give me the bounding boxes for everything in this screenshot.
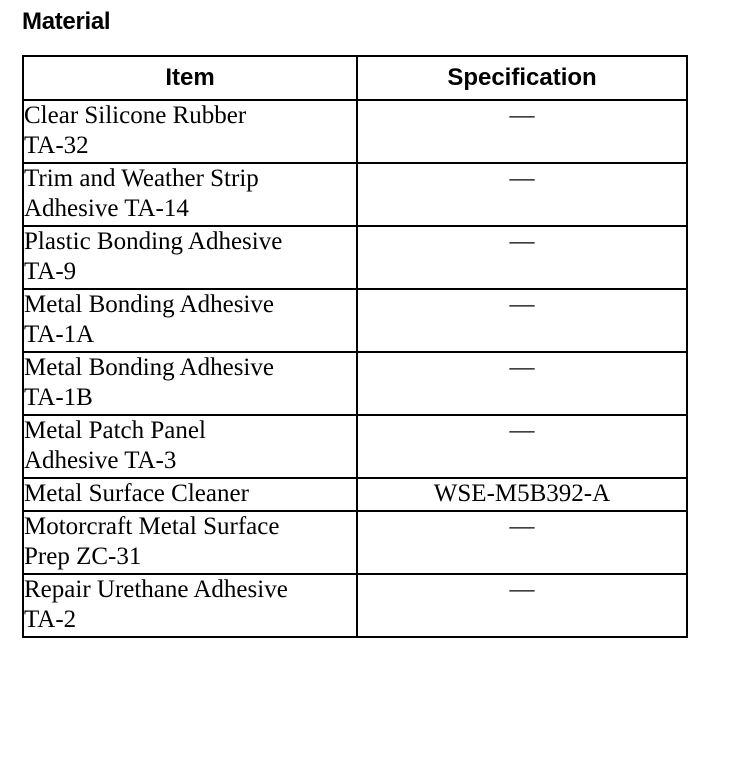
specification-cell: — [357,163,687,226]
item-cell [23,163,357,226]
item-line: Adhesive TA-3 [24,447,177,474]
specification-cell: — [357,415,687,478]
item-cell [23,478,357,511]
item-line: Repair Urethane Adhesive [24,576,288,603]
item-line: Trim and Weather Strip [24,165,259,192]
item-line: TA-1A [24,321,95,348]
specification-cell: — [357,289,687,352]
item-line: Prep ZC-31 [24,543,142,570]
specification-cell: — [357,574,687,637]
item-line: Metal Surface Cleaner [24,480,249,507]
header-item: Item [23,56,357,100]
specification-cell: — [357,100,687,163]
item-line: Metal Patch Panel [24,417,206,444]
item-cell [23,574,357,637]
table-row [23,415,687,478]
item-cell [23,226,357,289]
item-line: TA-9 [24,258,77,285]
page-title: Material [22,8,111,35]
item-line: TA-1B [24,384,93,411]
item-line: Adhesive TA-14 [24,195,189,222]
table-row [23,574,687,637]
specification-cell: WSE-M5B392-A [357,478,687,511]
item-line: Clear Silicone Rubber [24,102,247,129]
item-line: TA-32 [24,132,89,159]
table-row [23,100,687,163]
header-specification: Specification [357,56,687,100]
item-cell [23,100,357,163]
table-row [23,478,687,511]
item-line: TA-2 [24,606,77,633]
table-row [23,226,687,289]
material-table [22,55,688,638]
item-line: Metal Bonding Adhesive [24,354,274,381]
table-row [23,289,687,352]
item-cell [23,289,357,352]
item-cell [23,415,357,478]
specification-cell: — [357,226,687,289]
specification-cell: — [357,352,687,415]
table-row [23,163,687,226]
specification-cell: — [357,511,687,574]
item-line: Plastic Bonding Adhesive [24,228,283,255]
table-header-row [23,56,687,100]
item-cell [23,352,357,415]
table-row [23,511,687,574]
table-row [23,352,687,415]
item-line: Metal Bonding Adhesive [24,291,274,318]
item-line: Motorcraft Metal Surface [24,513,280,540]
item-cell [23,511,357,574]
